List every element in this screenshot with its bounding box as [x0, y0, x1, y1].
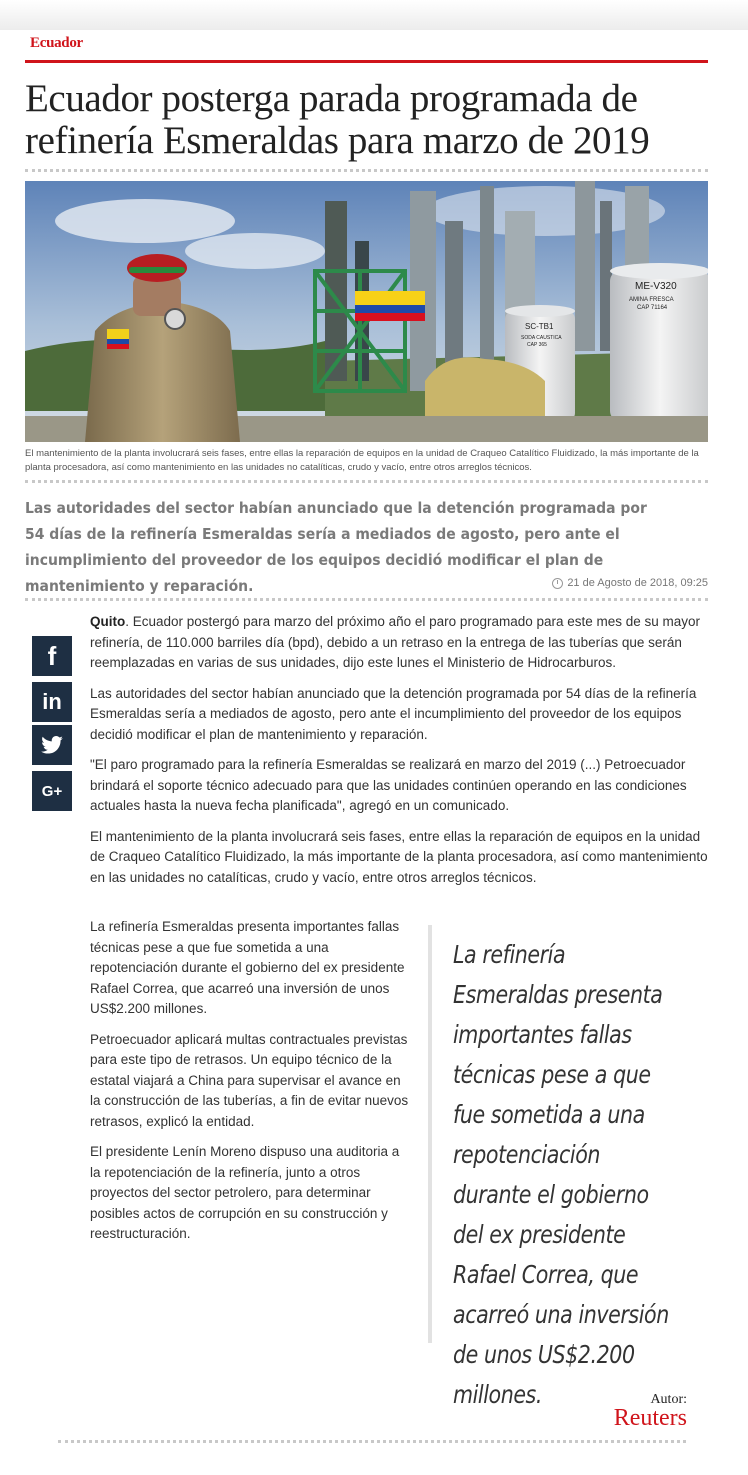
tank-label-1b: SODA CAUSTICA [521, 335, 562, 341]
article-photo [25, 181, 708, 442]
body-paragraph-4: El mantenimiento de la planta involucrará seis fases, entre ellas la reparación de equipos en la unidad de Craqueo Catalítico Fluidizado, la más importante de la planta procesadora, así como mantenimiento en las unidades no catalíticas, crudo y vacío, entre otros arreglos técnicos. [90, 828, 708, 885]
article-body-column [90, 917, 410, 1255]
footer-divider [58, 1440, 686, 1443]
body-paragraph-2: Las autoridades del sector habían anunciado que la detención programada por 54 días de la refinería Esmeraldas sería a mediados de agosto, pero ante el incumplimiento del proveedor de los equipos decidió modificar el plan de mantenimiento y reparación. [90, 685, 697, 742]
body-paragraph-3: "El paro programado para la refinería Esmeraldas se realizará en marzo del 2019 (...) Petroecuador brindará el soporte técnico adecuado para que las unidades continúen operando en las condiciones actuales hasta la nueva fecha planificada", agregó en un comunicado. [90, 757, 687, 813]
linkedin-share-button[interactable] [32, 682, 72, 722]
top-shade [0, 0, 748, 30]
twitter-share-button[interactable] [32, 725, 72, 765]
flag-stripe-red [355, 313, 425, 321]
caption-divider [25, 480, 708, 483]
linkedin-icon: in [42, 689, 62, 714]
tank-label-1a: SC-TB1 [525, 322, 554, 331]
body-paragraph-1-text: . Ecuador postergó para marzo del próximo año el paro programado para este mes de su mayor refinería, de 110.000 barriles día (bpd), debido a un retraso en la entrega de las tuberías que serán reemplazadas en varias de sus unidades, dijo este lunes el Ministerio de Hidrocarburos. [90, 614, 701, 670]
googleplus-share-button[interactable] [32, 771, 72, 811]
article-body [90, 612, 715, 898]
body-dateline: Quito [90, 614, 126, 629]
section-label[interactable]: Ecuador [30, 35, 83, 51]
clock-icon [552, 578, 563, 589]
photo-caption: El mantenimiento de la planta involucrará seis fases, entre ellas la reparación de equipos en la unidad de Craqueo Catalítico Fluidizado, la más importante de la planta procesadora, así como mantenimiento en las unidades no catalíticas, crudo y vacío, entre otros arreglos técnicos. [25, 448, 699, 473]
headline-divider [25, 169, 708, 172]
tank-label-2c: CAP 71164 [637, 305, 668, 311]
author-name[interactable]: Reuters [613, 1405, 687, 1431]
flag-stripe-blue [355, 305, 425, 313]
publish-date-text: 21 de Agosto de 2018, 09:25 [567, 577, 708, 589]
lede-divider [25, 598, 708, 601]
googleplus-icon: G+ [41, 782, 63, 800]
tank-label-2b: AMINA FRESCA [629, 297, 674, 303]
body-paragraph-6: Petroecuador aplicará multas contractuales previstas para este tipo de retrasos. Un equipo técnico de la estatal viajará a China para supervisar el avance en la construcción de las tuberías, a fin de evitar nuevos retrasos, explicó la entidad. [90, 1031, 409, 1129]
flag-stripe-yellow [355, 291, 425, 305]
pullquote-bar [428, 925, 432, 1343]
body-paragraph-5: La refinería Esmeraldas presenta importantes fallas técnicas pese a que fue sometida a una repotenciación durante el gobierno del ex presidente Rafael Correa, que acarreó una inversión de unos US$2.200 millones. [90, 919, 405, 1016]
twitter-icon [41, 736, 63, 754]
section-rule [25, 60, 708, 63]
facebook-icon: f [47, 640, 57, 671]
facebook-share-button[interactable] [32, 636, 72, 676]
article-lede: Las autoridades del sector habían anunciado que la detención programada por 54 días de la refinería Esmeraldas sería a mediados de agosto, pero ante el incumplimiento del proveedor de los equipos decidió modificar el plan de mantenimiento y reparación. [25, 499, 647, 595]
body-paragraph-7: El presidente Lenín Moreno dispuso una auditoria a la repotenciación de la refinería, junto a otros proyectos del sector petrolero, para determinar posibles actos de corrupción en su construcción y reestructuración. [90, 1144, 400, 1241]
article-headline: Ecuador posterga parada programada de refinería Esmeraldas para marzo de 2019 [25, 77, 650, 162]
tank-label-1c: CAP 365 [527, 342, 547, 348]
body-paragraph-1 [90, 612, 715, 674]
tank-label-2a: ME-V320 [635, 281, 677, 292]
pullquote: La refinería Esmeraldas presenta importantes fallas técnicas pese a que fue sometida a una repotenciación durante el gobierno del ex presidente Rafael Correa, que acarreó una inversión de unos US$2.200 millones. [453, 940, 669, 1409]
publish-date [552, 577, 708, 589]
author-label: Autor: [650, 1392, 687, 1407]
